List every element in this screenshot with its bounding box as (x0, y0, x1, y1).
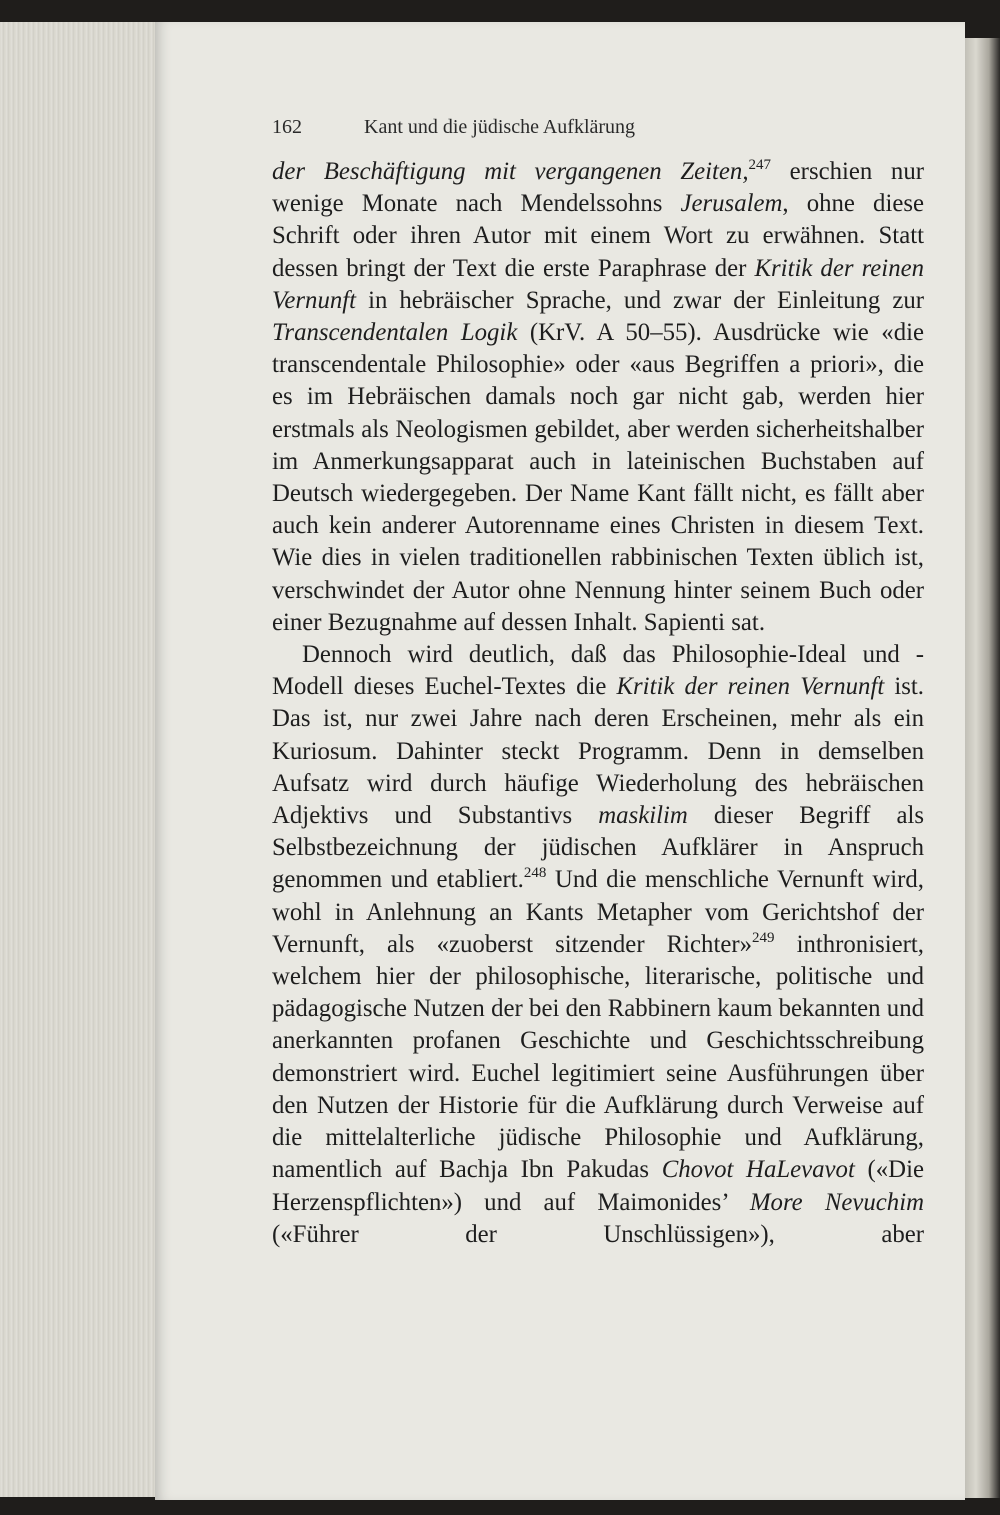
text-run: («Führer der Unschlüssigen»), aber (272, 1220, 924, 1248)
text-run: erschien nur wenige Monate nach Mendelssohns (272, 158, 924, 218)
italic-title: der Beschäftigung mit vergangenen Zeiten, (272, 158, 749, 185)
text-run: in hebräischer Sprache, und zwar der Einleitung zur (356, 286, 924, 314)
italic-term: maskilim (598, 802, 688, 830)
running-title: Kant und die jüdische Aufklärung (364, 116, 636, 138)
footnote-ref[interactable]: 248 (523, 865, 547, 882)
italic-title: More Nevuchim (749, 1188, 924, 1216)
text-run: dieser Begriff als Selbstbezeichnung der jüdischen Aufklärer in Anspruch genommen und etabliert. (272, 802, 924, 894)
text-run: , ohne diese Schrift oder ihren Autor mit einem Wort zu erwähnen. Statt dessen bringt der Text die erste Paraphrase der (272, 190, 924, 282)
italic-title: Jerusalem (680, 190, 783, 218)
page-number: 162 (272, 116, 302, 138)
italic-title: Transcendentalen Logik (272, 319, 518, 347)
text-run: Und die menschliche Vernunft wird, wohl in Anlehnung an Kants Metapher vom Gerichtshof der Vernunft, als «zuoberst sitzender Richter» (272, 866, 924, 958)
page-edges (0, 22, 160, 1497)
footnote-ref[interactable]: 247 (748, 157, 772, 173)
footnote-ref[interactable]: 249 (752, 929, 775, 946)
text-run: («Die Herzenspflichten») und auf Maimonides’ (272, 1156, 924, 1216)
running-header (272, 116, 932, 139)
paragraph-2 (272, 639, 924, 1251)
italic-title: Chovot HaLevavot (661, 1156, 855, 1184)
body-text (272, 156, 924, 1251)
paragraph-1 (272, 156, 924, 639)
text-run: ist. Das ist, nur zwei Jahre nach deren Erscheinen, mehr als ein Kuriosum. Dahinter steckt Programm. Denn in demselben Aufsatz wird durch häufige Wiederholung des hebräischen Adjektivs und Substantivs (272, 673, 924, 830)
text-run: Dennoch wird deutlich, daß das Philosophie-Ideal und -Modell dieses Euchel-Textes die (272, 641, 924, 701)
italic-title: Kritik der reinen Vernunft (616, 673, 885, 701)
text-run: (KrV. A 50–55). Ausdrücke wie «die transcendentale Philosophie» oder «aus Begriffen a priori», die es im Hebräischen damals noch gar nicht gab, werden hier erstmals als Neologismen gebildet, aber werden sicherheitshalber im Anmerkungsapparat auch in lateinischen Buchstaben auf Deutsch wiedergegeben. Der Name Kant fällt nicht, es fällt aber auch kein anderer Autorenname eines Christen in diesem Text. Wie dies in vielen traditionellen rabbinischen Texten üblich ist, verschwindet der Autor ohne Nennung hinter seinem Buch oder einer Bezugnahme auf dessen Inhalt. Sapienti sat. (272, 319, 924, 636)
italic-title: Kritik der reinen Vernunft (272, 254, 924, 314)
book-gutter (963, 38, 1000, 1498)
text-run: inthronisiert, welchem hier der philosophische, literarische, politische und pädagogische Nutzen der bei den Rabbinern kaum bekannten und anerkannten profanen Geschichte und Geschichtsschreibung demonstriert wird. Euchel legitimiert seine Ausführungen über den Nutzen der Historie für die Aufklärung durch Verweise auf die mittelalterliche jüdische Philosophie und Aufklärung, namentlich auf Bachja Ibn Pakudas (272, 930, 924, 1184)
